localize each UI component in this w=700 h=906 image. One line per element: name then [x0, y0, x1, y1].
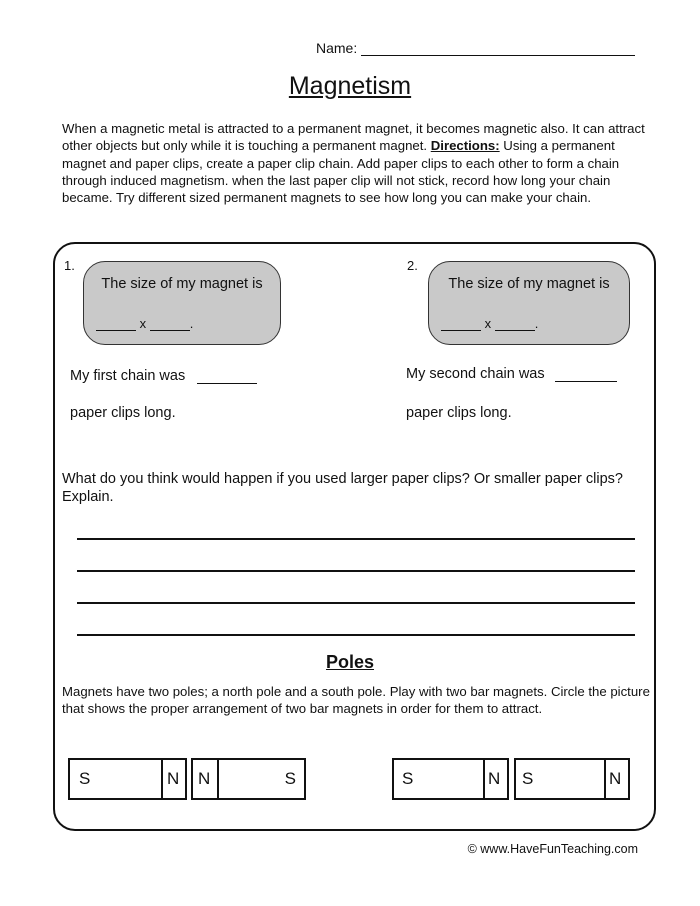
- trial-2-length-label: paper clips long.: [406, 405, 512, 421]
- magnet-pole-right: N: [161, 760, 185, 798]
- magnet-pole-left: N: [198, 769, 211, 788]
- answer-line[interactable]: [77, 570, 635, 572]
- directions-text: Using a permanent magnet and paper clips, create a paper clip chain. Add paper clips to each other to form a chain through induced magnetism. when the last paper clip will not stick, record how long your chain became. Try different sized permanent magnets to see how long you can make your chain.: [62, 138, 620, 206]
- intro-text: When a magnetic metal is attracted to a permanent magnet, it becomes magnetic also. It can attract other objects but only while it is touching a permanent magnet.: [62, 121, 645, 154]
- trial-1-height-blank[interactable]: [150, 317, 190, 331]
- trial-1-period: .: [189, 316, 194, 331]
- question-text: What do you think would happen if you used larger paper clips? Or smaller paper clips? Explain.: [62, 471, 623, 505]
- poles-instructions: Magnets have two poles; a north pole and a south pole. Play with two bar magnets. Circle the picture that shows the proper arrangement of two bar magnets in order for them to attract.: [62, 684, 650, 717]
- answer-line[interactable]: [77, 634, 635, 636]
- trial-2-number: 2.: [407, 258, 418, 273]
- name-label: Name:: [316, 40, 358, 56]
- magnet-pole-left: S: [522, 769, 534, 788]
- bar-magnet[interactable]: [392, 758, 509, 800]
- intro-paragraph: [62, 120, 652, 206]
- trial-2-width-blank[interactable]: [441, 317, 481, 331]
- directions-label: Directions:: [430, 138, 500, 154]
- copyright-footer: © www.HaveFunTeaching.com: [467, 842, 638, 856]
- trial-2-size-bubble: [428, 261, 630, 345]
- trial-2-x-label: x: [484, 316, 492, 331]
- trial-1-width-blank[interactable]: [96, 317, 136, 331]
- trial-1-number: 1.: [64, 258, 75, 273]
- trial-1-length-label: paper clips long.: [70, 405, 176, 421]
- magnet-pole-left: S: [79, 769, 91, 788]
- magnet-pole-right: N: [604, 760, 628, 798]
- magnet-pole-right: S: [217, 760, 304, 798]
- magnet-pole-right: N: [483, 760, 507, 798]
- trial-1-chain-row: [70, 368, 257, 384]
- bar-magnet[interactable]: [191, 758, 306, 800]
- trial-2-bubble-title: The size of my magnet is: [448, 276, 610, 292]
- answer-line[interactable]: [77, 602, 635, 604]
- poles-heading: Poles: [325, 652, 375, 672]
- trial-1-size-blanks: [96, 316, 193, 331]
- magnet-pole-left: S: [402, 769, 414, 788]
- trial-1-bubble-title: The size of my magnet is: [101, 276, 263, 292]
- trial-2-height-blank[interactable]: [495, 317, 535, 331]
- trial-1-chain-blank[interactable]: [197, 370, 257, 384]
- name-field: [316, 40, 635, 56]
- trial-1-chain-label: My first chain was: [70, 368, 186, 384]
- trial-2-chain-row: [406, 366, 617, 382]
- trial-1-size-bubble: [83, 261, 281, 345]
- answer-line[interactable]: [77, 538, 635, 540]
- trial-2-chain-label: My second chain was: [406, 366, 545, 382]
- trial-2-period: .: [534, 316, 539, 331]
- name-input-line[interactable]: [361, 41, 635, 56]
- trial-1-x-label: x: [139, 316, 147, 331]
- page-title: Magnetism: [288, 72, 412, 100]
- bar-magnet[interactable]: [514, 758, 630, 800]
- trial-2-size-blanks: [441, 316, 538, 331]
- bar-magnet[interactable]: [68, 758, 187, 800]
- trial-2-chain-blank[interactable]: [555, 368, 617, 382]
